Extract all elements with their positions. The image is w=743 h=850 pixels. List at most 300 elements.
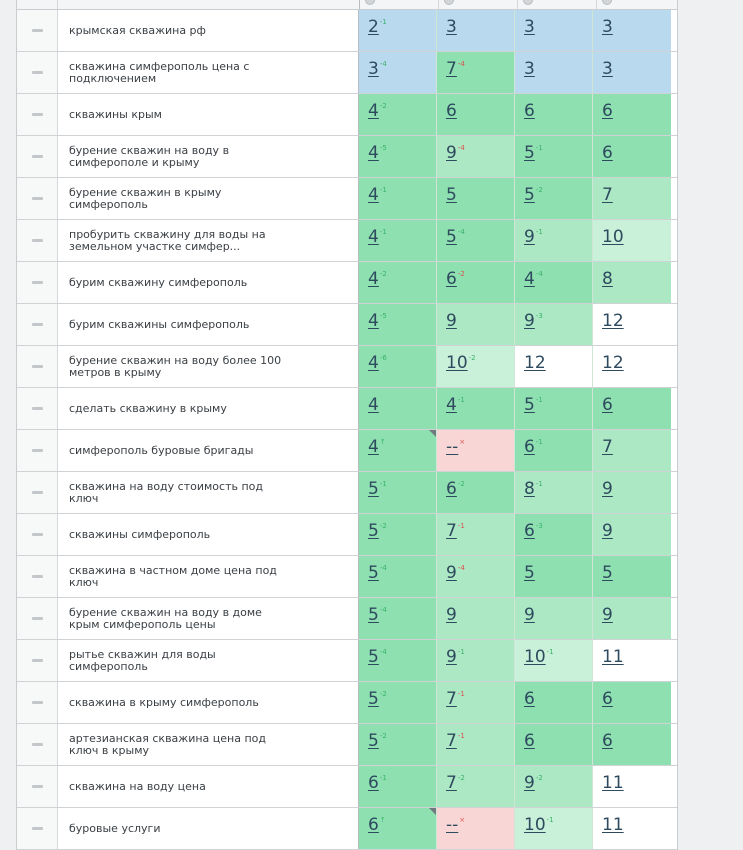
position-link[interactable]: 6 <box>524 731 535 751</box>
position-link[interactable]: 7 <box>446 731 457 751</box>
position-cell <box>593 52 671 93</box>
row-drag-handle[interactable] <box>17 766 58 807</box>
position-change: -2 <box>457 480 465 488</box>
drag-handle-icon <box>32 407 43 410</box>
position-link[interactable]: 6 <box>602 395 613 415</box>
position-link[interactable]: 4 <box>368 353 379 373</box>
drag-handle-icon <box>32 701 43 704</box>
position-cell <box>515 10 593 51</box>
position-change: -1 <box>457 648 465 656</box>
position-cell <box>437 430 515 471</box>
position-cell <box>593 94 671 135</box>
position-link[interactable]: 3 <box>368 59 379 79</box>
drag-handle-icon <box>32 113 43 116</box>
position-change: -4 <box>379 648 387 656</box>
row-drag-handle[interactable] <box>17 178 58 219</box>
position-cell <box>359 220 437 261</box>
drag-handle-icon <box>32 575 43 578</box>
table-row <box>17 766 677 808</box>
position-cell <box>593 220 671 261</box>
keyword-cell <box>58 682 359 723</box>
position-link[interactable]: 6 <box>602 689 613 709</box>
table-row <box>17 304 677 346</box>
position-link[interactable]: 5 <box>368 479 379 499</box>
keyword-cell <box>58 220 359 261</box>
position-change: -1 <box>546 816 554 824</box>
header-date-column[interactable] <box>597 0 675 9</box>
position-cell <box>437 724 515 765</box>
position-change: -1 <box>457 732 465 740</box>
drag-handle-icon <box>32 827 43 830</box>
keyword-cell <box>58 388 359 429</box>
keyword-cell <box>58 640 359 681</box>
position-cell <box>359 808 437 849</box>
keyword-text: симферополь буровые бригады <box>69 443 254 457</box>
position-link[interactable]: 6 <box>524 437 535 457</box>
position-link[interactable]: 6 <box>446 269 457 289</box>
position-change: -4 <box>457 564 465 572</box>
position-link[interactable]: 9 <box>446 647 457 667</box>
position-cell <box>359 10 437 51</box>
row-drag-handle[interactable] <box>17 52 58 93</box>
table-row <box>17 346 677 388</box>
position-link[interactable]: 5 <box>524 395 535 415</box>
position-link[interactable]: 5 <box>446 185 457 205</box>
position-link[interactable]: 3 <box>446 17 457 37</box>
position-link[interactable]: 4 <box>368 311 379 331</box>
table-row <box>17 808 677 850</box>
position-change: -1 <box>457 522 465 530</box>
position-cell <box>359 514 437 555</box>
search-engine-icon <box>444 0 454 5</box>
keyword-text: крымская скважина рф <box>69 23 206 37</box>
position-link[interactable]: 6 <box>368 773 379 793</box>
position-change: -4 <box>457 60 465 68</box>
position-cell <box>593 556 671 597</box>
position-change: -1 <box>457 396 465 404</box>
keyword-text: бурим скважину симферополь <box>69 275 248 289</box>
keyword-text: пробурить скважину для воды на земельном участке симфер... <box>69 227 266 253</box>
position-link[interactable]: 6 <box>602 731 613 751</box>
position-link[interactable]: 11 <box>602 815 624 835</box>
position-link[interactable]: 3 <box>602 17 613 37</box>
table-row <box>17 52 677 94</box>
position-cell <box>359 430 437 471</box>
position-cell <box>593 178 671 219</box>
position-link[interactable]: 9 <box>446 143 457 163</box>
keyword-cell <box>58 262 359 303</box>
table-row <box>17 430 677 472</box>
keyword-cell <box>58 52 359 93</box>
position-change: -1 <box>535 396 543 404</box>
keyword-cell <box>58 472 359 513</box>
row-drag-handle[interactable] <box>17 262 58 303</box>
position-cell <box>359 640 437 681</box>
position-link[interactable]: 9 <box>524 227 535 247</box>
drag-handle-icon <box>32 449 43 452</box>
position-link[interactable]: 6 <box>368 815 379 835</box>
position-link[interactable]: 9 <box>602 521 613 541</box>
position-cell <box>593 640 671 681</box>
position-link[interactable]: 9 <box>602 605 613 625</box>
position-link[interactable]: 9 <box>446 563 457 583</box>
position-cell <box>437 472 515 513</box>
drag-handle-icon <box>32 29 43 32</box>
position-link[interactable]: 9 <box>524 311 535 331</box>
keyword-cell <box>58 766 359 807</box>
position-link[interactable]: 3 <box>524 59 535 79</box>
position-link[interactable]: 4 <box>368 143 379 163</box>
position-cell <box>593 724 671 765</box>
position-link[interactable]: 2 <box>368 17 379 37</box>
search-engine-icon <box>523 0 533 5</box>
position-change: -2 <box>379 690 387 698</box>
position-cell <box>593 136 671 177</box>
position-change: -1 <box>546 648 554 656</box>
position-cell <box>437 178 515 219</box>
row-drag-handle[interactable] <box>17 388 58 429</box>
keyword-cell <box>58 430 359 471</box>
position-cell <box>515 262 593 303</box>
position-cell <box>359 136 437 177</box>
position-cell <box>515 94 593 135</box>
position-link[interactable]: 5 <box>368 731 379 751</box>
position-change: -1 <box>535 438 543 446</box>
position-link[interactable]: 4 <box>368 227 379 247</box>
position-cell <box>359 304 437 345</box>
position-link[interactable]: 6 <box>602 101 613 121</box>
position-change: -1 <box>379 228 387 236</box>
position-link[interactable]: 4 <box>446 395 457 415</box>
keyword-text: бурение скважин в крыму симферополь <box>69 185 222 211</box>
position-link[interactable]: 5 <box>368 563 379 583</box>
position-cell <box>515 640 593 681</box>
row-drag-handle[interactable] <box>17 10 58 51</box>
table-row <box>17 514 677 556</box>
position-change: -1 <box>379 774 387 782</box>
position-link[interactable]: 5 <box>368 647 379 667</box>
search-engine-icon <box>365 0 375 5</box>
position-cell <box>437 556 515 597</box>
position-cell <box>437 10 515 51</box>
position-link[interactable]: 5 <box>368 689 379 709</box>
position-cell <box>359 388 437 429</box>
position-cell <box>359 178 437 219</box>
position-change: -2 <box>379 270 387 278</box>
table-row <box>17 10 677 52</box>
position-change: -1 <box>535 228 543 236</box>
keyword-text: скважина симферополь цена с подключением <box>69 59 250 85</box>
drag-handle-icon <box>32 197 43 200</box>
position-cell <box>515 430 593 471</box>
position-cell <box>437 52 515 93</box>
corner-marker-icon <box>429 808 436 815</box>
table-body <box>17 10 677 850</box>
position-change: -2 <box>535 186 543 194</box>
position-cell <box>359 262 437 303</box>
keyword-text: скважина на воду цена <box>69 779 206 793</box>
position-link[interactable]: -- <box>446 437 459 457</box>
position-link[interactable]: 4 <box>368 269 379 289</box>
position-link[interactable]: 6 <box>524 689 535 709</box>
position-link[interactable]: 12 <box>602 311 624 331</box>
position-cell <box>515 724 593 765</box>
position-cell <box>515 682 593 723</box>
header-date-column[interactable] <box>518 0 597 9</box>
position-cell <box>515 514 593 555</box>
position-cell <box>593 10 671 51</box>
position-cell <box>437 682 515 723</box>
position-change: -3 <box>535 312 543 320</box>
position-change: -1 <box>379 186 387 194</box>
position-cell <box>593 430 671 471</box>
row-drag-handle[interactable] <box>17 94 58 135</box>
position-change: -2 <box>379 102 387 110</box>
position-cell <box>515 598 593 639</box>
row-drag-handle[interactable] <box>17 556 58 597</box>
keyword-text: бурим скважины симферополь <box>69 317 250 331</box>
row-drag-handle[interactable] <box>17 808 58 849</box>
position-cell <box>437 304 515 345</box>
keyword-cell <box>58 514 359 555</box>
table-row <box>17 472 677 514</box>
position-link[interactable]: 10 <box>524 815 546 835</box>
position-cell <box>593 514 671 555</box>
position-link[interactable]: 4 <box>368 395 379 415</box>
position-change: -2 <box>457 270 465 278</box>
position-change: -6 <box>379 354 387 362</box>
row-drag-handle[interactable] <box>17 346 58 387</box>
position-change: ↑ <box>379 816 386 824</box>
position-link[interactable]: 4 <box>524 269 535 289</box>
position-link[interactable]: 7 <box>602 185 613 205</box>
table-row <box>17 640 677 682</box>
position-change: -5 <box>379 144 387 152</box>
keyword-cell <box>58 556 359 597</box>
position-cell <box>515 304 593 345</box>
position-link[interactable]: 10 <box>602 227 624 247</box>
position-cell <box>593 808 671 849</box>
position-cell <box>359 766 437 807</box>
keyword-text: бурение скважин на воду в симферополе и крыму <box>69 143 230 169</box>
position-cell <box>437 94 515 135</box>
keyword-text: бурение скважин на воду более 100 метров в крыму <box>69 353 282 379</box>
position-cell <box>437 220 515 261</box>
row-drag-handle[interactable] <box>17 514 58 555</box>
position-cell <box>515 346 593 387</box>
position-change: -4 <box>457 228 465 236</box>
keyword-text: сделать скважину в крыму <box>69 401 227 415</box>
position-cell <box>593 766 671 807</box>
search-engine-icon <box>602 0 612 5</box>
row-drag-handle[interactable] <box>17 430 58 471</box>
position-cell <box>515 472 593 513</box>
drag-handle-icon <box>32 71 43 74</box>
position-link[interactable]: 12 <box>602 353 624 373</box>
position-link[interactable]: 9 <box>524 605 535 625</box>
keyword-text: рытье скважин для воды симферополь <box>69 647 216 673</box>
position-link[interactable]: 5 <box>524 563 535 583</box>
row-drag-handle[interactable] <box>17 220 58 261</box>
position-cell <box>359 94 437 135</box>
position-cell <box>593 598 671 639</box>
table-row <box>17 388 677 430</box>
position-change: -5 <box>379 312 387 320</box>
keyword-text: скважина на воду стоимость под ключ <box>69 479 263 505</box>
position-link[interactable]: 9 <box>446 311 457 331</box>
keyword-text: буровые услуги <box>69 821 161 835</box>
position-link[interactable]: 6 <box>446 479 457 499</box>
position-cell <box>515 766 593 807</box>
row-drag-handle[interactable] <box>17 724 58 765</box>
keyword-cell <box>58 724 359 765</box>
position-cell <box>593 262 671 303</box>
table-row <box>17 136 677 178</box>
position-link[interactable]: 4 <box>368 437 379 457</box>
table-row <box>17 220 677 262</box>
position-link[interactable]: 5 <box>602 563 613 583</box>
position-cell <box>515 136 593 177</box>
keyword-text: скважины симферополь <box>69 527 211 541</box>
position-cell <box>515 808 593 849</box>
position-cell <box>359 346 437 387</box>
position-link[interactable]: 5 <box>446 227 457 247</box>
position-change: -2 <box>379 522 387 530</box>
drag-handle-icon <box>32 533 43 536</box>
position-cell <box>593 388 671 429</box>
position-link[interactable]: 7 <box>446 689 457 709</box>
position-change: -2 <box>457 774 465 782</box>
position-link[interactable]: 10 <box>446 353 468 373</box>
position-cell <box>593 682 671 723</box>
position-cell <box>593 346 671 387</box>
keyword-cell <box>58 346 359 387</box>
position-change: -4 <box>535 270 543 278</box>
table-row <box>17 598 677 640</box>
corner-marker-icon <box>429 430 436 437</box>
keyword-cell <box>58 178 359 219</box>
position-link[interactable]: 4 <box>368 185 379 205</box>
position-link[interactable]: 6 <box>524 521 535 541</box>
position-link[interactable]: 7 <box>602 437 613 457</box>
position-change: -1 <box>379 480 387 488</box>
position-change: -3 <box>535 522 543 530</box>
drag-handle-icon <box>32 323 43 326</box>
position-cell <box>359 682 437 723</box>
position-link[interactable]: 11 <box>602 773 624 793</box>
position-link[interactable]: 7 <box>446 773 457 793</box>
position-cell <box>437 514 515 555</box>
position-cell <box>437 766 515 807</box>
position-cell <box>515 388 593 429</box>
keyword-text: скважины крым <box>69 107 162 121</box>
position-cell <box>515 178 593 219</box>
position-link[interactable]: 6 <box>446 101 457 121</box>
position-change: -2 <box>535 774 543 782</box>
drag-handle-icon <box>32 743 43 746</box>
drag-handle-icon <box>32 617 43 620</box>
position-change: -1 <box>535 480 543 488</box>
keyword-cell <box>58 598 359 639</box>
position-cell <box>359 472 437 513</box>
row-drag-handle[interactable] <box>17 640 58 681</box>
position-link[interactable]: 8 <box>524 479 535 499</box>
position-link[interactable]: 12 <box>524 353 546 373</box>
keyword-cell <box>58 808 359 849</box>
position-link[interactable]: -- <box>446 815 459 835</box>
keyword-cell <box>58 94 359 135</box>
position-link[interactable]: 5 <box>368 521 379 541</box>
position-change: -1 <box>457 690 465 698</box>
table-row <box>17 178 677 220</box>
position-change: -4 <box>457 144 465 152</box>
position-change: -4 <box>379 606 387 614</box>
position-change: -2 <box>379 732 387 740</box>
position-link[interactable]: 3 <box>524 17 535 37</box>
keyword-text: скважина в частном доме цена под ключ <box>69 563 277 589</box>
position-change: ↑ <box>379 438 386 446</box>
positions-table <box>16 0 678 850</box>
drag-handle-icon <box>32 281 43 284</box>
position-link[interactable]: 9 <box>602 479 613 499</box>
position-change: -2 <box>468 354 476 362</box>
position-link[interactable]: 7 <box>446 521 457 541</box>
position-link[interactable]: 3 <box>602 59 613 79</box>
drag-handle-icon <box>32 155 43 158</box>
position-cell <box>593 304 671 345</box>
position-cell <box>437 598 515 639</box>
position-link[interactable]: 11 <box>602 647 624 667</box>
keyword-cell <box>58 10 359 51</box>
position-cell <box>437 808 515 849</box>
keyword-cell <box>58 304 359 345</box>
position-link[interactable]: 10 <box>524 647 546 667</box>
row-drag-handle[interactable] <box>17 304 58 345</box>
position-cell <box>437 346 515 387</box>
position-link[interactable]: 5 <box>524 185 535 205</box>
position-change: × <box>459 438 466 446</box>
position-link[interactable]: 5 <box>524 143 535 163</box>
row-drag-handle[interactable] <box>17 472 58 513</box>
position-link[interactable]: 6 <box>524 101 535 121</box>
position-change: -1 <box>379 18 387 26</box>
position-link[interactable]: 7 <box>446 59 457 79</box>
position-cell <box>359 556 437 597</box>
position-cell <box>437 640 515 681</box>
row-drag-handle[interactable] <box>17 682 58 723</box>
position-change: × <box>459 816 466 824</box>
position-link[interactable]: 9 <box>524 773 535 793</box>
row-drag-handle[interactable] <box>17 136 58 177</box>
position-cell <box>515 52 593 93</box>
position-cell <box>515 556 593 597</box>
header-date-column[interactable] <box>439 0 518 9</box>
position-change: -4 <box>379 60 387 68</box>
keyword-text: артезианская скважина цена под ключ в крыму <box>69 731 266 757</box>
position-cell <box>437 388 515 429</box>
position-link[interactable]: 4 <box>368 101 379 121</box>
position-cell <box>359 52 437 93</box>
table-header <box>17 0 677 10</box>
drag-handle-icon <box>32 239 43 242</box>
position-link[interactable]: 9 <box>446 605 457 625</box>
row-drag-handle[interactable] <box>17 598 58 639</box>
position-link[interactable]: 6 <box>602 143 613 163</box>
position-link[interactable]: 8 <box>602 269 613 289</box>
keyword-text: скважина в крыму симферополь <box>69 695 259 709</box>
position-link[interactable]: 5 <box>368 605 379 625</box>
header-date-column[interactable] <box>360 0 439 9</box>
